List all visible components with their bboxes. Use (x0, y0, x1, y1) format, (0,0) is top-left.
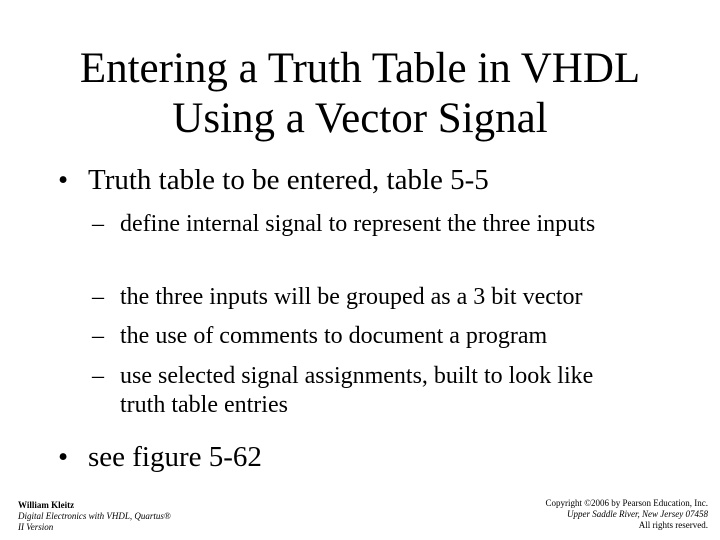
bullet-text: Truth table to be entered, table 5-5 (88, 164, 489, 196)
slide-title-line-1: Entering a Truth Table in VHDL (79, 45, 641, 92)
sub-bullet-mark: – (92, 211, 104, 237)
footer-author-block (18, 500, 218, 533)
sub-bullet-text: use selected signal assignments, built to look like truth table entries (120, 363, 594, 418)
footer-book-title-line-1: Digital Electronics with VHDL, Quartus® (18, 511, 171, 521)
sub-bullet-mark: – (92, 363, 104, 389)
bullet-mark: • (58, 164, 69, 196)
footer-copyright-block (468, 498, 708, 531)
sub-bullet-mark: – (92, 284, 104, 310)
sub-bullet-text: the three inputs will be grouped as a 3 bit vector (120, 284, 583, 310)
footer-author: William Kleitz (18, 500, 75, 510)
footer-book-title-line-2: II Version (18, 522, 54, 532)
footer-copyright-line-2: Upper Saddle River, New Jersey 07458 (567, 509, 708, 519)
footer-copyright-line-1: Copyright ©2006 by Pearson Education, Inc. (545, 498, 708, 508)
bullet-text: see figure 5-62 (88, 441, 262, 473)
sub-bullet-mark: – (92, 323, 104, 349)
footer-copyright-line-3: All rights reserved. (638, 520, 708, 530)
slide-title-line-2: Using a Vector Signal (172, 95, 548, 142)
sub-bullet-text: the use of comments to document a program (120, 323, 548, 349)
bullet-mark: • (58, 441, 69, 473)
slide-title (0, 44, 720, 144)
sub-bullet-text: define internal signal to represent the three inputs (120, 211, 596, 237)
